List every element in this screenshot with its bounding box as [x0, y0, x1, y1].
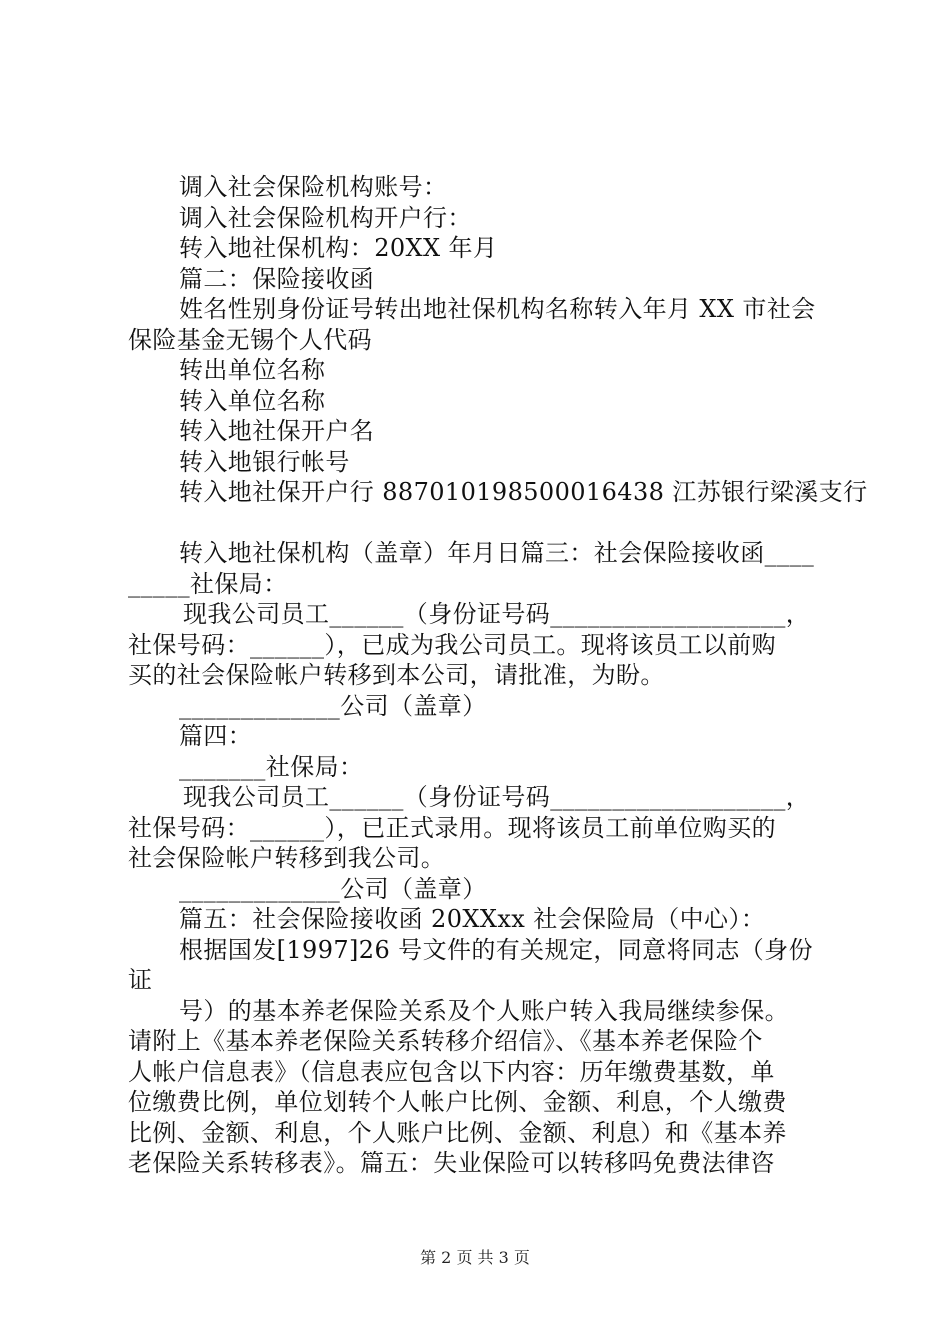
text-line: 社保号码：______），已正式录用。现将该员工前单位购买的: [128, 813, 776, 842]
text-line: 转出单位名称: [179, 356, 326, 384]
page-number: 第 2 页 共 3 页: [420, 1248, 530, 1267]
text-line: 姓名性别身份证号转出地社保机构名称转入年月 XX 市社会: [179, 295, 816, 323]
signature-line: _____________公司（盖章）: [179, 874, 487, 903]
blank-line: [128, 508, 832, 539]
text-line: 位缴费比例，单位划转个人帐户比例、金额、利息，个人缴费: [128, 1088, 787, 1116]
text-line: 请附上《基本养老保险关系转移介绍信》、《基本养老保险个: [128, 1027, 763, 1055]
text-line: 转入地社保开户名: [179, 417, 375, 445]
section-heading: 篇四：: [179, 722, 253, 750]
text-line: 转入单位名称: [179, 386, 326, 415]
text-line: 转入地社保机构：20XX 年月: [179, 234, 498, 262]
text-line: 调入社会保险机构开户行：: [179, 203, 472, 232]
text-line: 买的社会保险帐户转移到本公司，请批准，为盼。: [128, 661, 665, 689]
text-line: 调入社会保险机构账号：: [179, 173, 448, 201]
text-line: _____社保局：: [128, 569, 288, 598]
text-line: 社会保险帐户转移到我公司。: [128, 844, 446, 872]
text-line: 比例、金额、利息，个人账户比例、金额、利息）和《基本养: [128, 1118, 787, 1147]
section-heading: 篇五：社会保险接收函 20XXxx 社会保险局（中心）：: [179, 905, 766, 933]
signature-line: _____________公司（盖章）: [179, 691, 487, 720]
text-line: _______社保局：: [179, 752, 364, 781]
text-line: 保险基金无锡个人代码: [128, 325, 372, 354]
text-line: 转入地银行帐号: [179, 447, 350, 476]
text-line: 根据国发[1997]26 号文件的有关规定，同意将同志（身份: [179, 935, 813, 964]
text-line: 转入地社保开户行 887010198500016438 江苏银行梁溪支行: [179, 478, 868, 506]
text-line: 现我公司员工______（身份证号码___________________，: [183, 600, 811, 628]
text-line: 社保号码：______），已成为我公司员工。现将该员工以前购: [128, 630, 776, 659]
text-line: 号）的基本养老保险关系及个人账户转入我局继续参保。: [179, 996, 789, 1025]
text-line: 老保险关系转移表》。篇五：失业保险可以转移吗免费法律咨: [128, 1149, 775, 1177]
text-line: 证: [128, 966, 153, 994]
text-line: 转入地社保机构（盖章）年月日篇三：社会保险接收函____: [179, 539, 815, 567]
text-line: 现我公司员工______（身份证号码___________________，: [183, 783, 811, 811]
document-body: [128, 172, 868, 1179]
text-line: 人帐户信息表》（信息表应包含以下内容：历年缴费基数，单: [128, 1057, 775, 1086]
section-heading: 篇二：保险接收函: [179, 264, 375, 293]
